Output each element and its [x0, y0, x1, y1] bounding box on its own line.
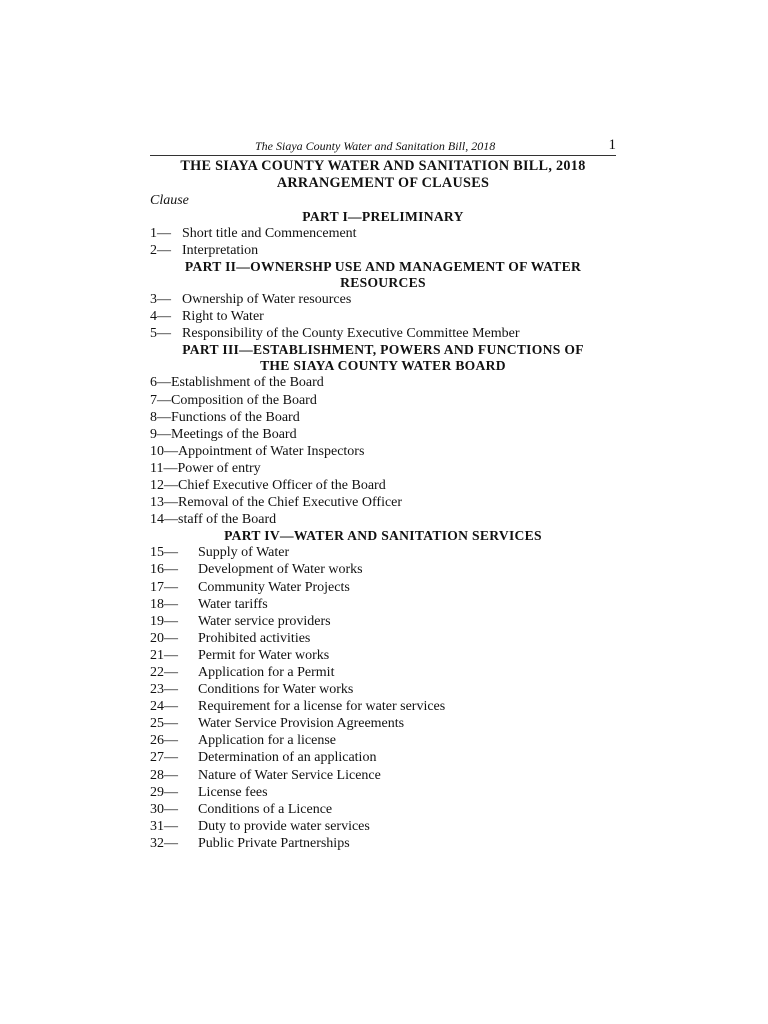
- part-heading-4: PART IV—WATER AND SANITATION SERVICES: [224, 528, 542, 544]
- clause-list-part-4: [150, 544, 616, 852]
- clause-number: 19—: [150, 613, 178, 629]
- clause-title: Conditions for Water works: [198, 682, 354, 698]
- clause-number: 12—: [150, 478, 178, 494]
- clause-number: 27—: [150, 750, 178, 766]
- clause-title: Water Service Provision Agreements: [198, 716, 405, 732]
- clause-list-part-2: [150, 291, 616, 342]
- clause-item: [150, 325, 616, 342]
- clause-item: [150, 511, 616, 528]
- clause-item: [150, 477, 616, 494]
- part-heading-3-line-2: THE SIAYA COUNTY WATER BOARD: [260, 358, 506, 374]
- clause-title: Chief Executive Officer of the Board: [178, 478, 386, 494]
- clause-number: 18—: [150, 596, 178, 612]
- clause-title: Community Water Projects: [198, 579, 350, 595]
- clause-number: 9—: [150, 426, 171, 442]
- clause-title: Power of entry: [177, 460, 261, 476]
- running-header: [150, 137, 616, 156]
- clause-title: Public Private Partnerships: [198, 835, 350, 851]
- running-title: The Siaya County Water and Sanitation Bill, 2018: [255, 139, 496, 153]
- clause-item: [150, 613, 616, 630]
- clause-item: [150, 392, 616, 409]
- clause-title: Composition of the Board: [171, 392, 317, 408]
- clause-title: Permit for Water works: [198, 647, 330, 663]
- clause-title: Right to Water: [182, 309, 264, 325]
- clause-title: Conditions of a Licence: [198, 801, 333, 817]
- clause-item: [150, 698, 616, 715]
- clause-title: Requirement for a license for water services: [198, 699, 446, 715]
- clause-item: [150, 494, 616, 511]
- clause-title: Development of Water works: [198, 562, 363, 578]
- clause-title: Supply of Water: [198, 545, 290, 561]
- clause-item: [150, 579, 616, 596]
- bill-title: THE SIAYA COUNTY WATER AND SANITATION BILL, 2018: [180, 158, 586, 174]
- clause-item: [150, 681, 616, 698]
- clause-item: [150, 561, 616, 578]
- clause-number: 29—: [150, 784, 178, 800]
- clause-list-part-1: [150, 225, 616, 259]
- clause-number: 14—: [150, 512, 178, 528]
- clause-number: 2—: [150, 243, 171, 259]
- clause-number: 3—: [150, 292, 171, 308]
- clause-title: Removal of the Chief Executive Officer: [178, 495, 403, 511]
- clause-item: [150, 225, 616, 242]
- clause-item: [150, 732, 616, 749]
- clause-number: 13—: [150, 495, 178, 511]
- clause-item: [150, 596, 616, 613]
- clause-number: 32—: [150, 835, 178, 851]
- clause-item: [150, 715, 616, 732]
- clause-item: [150, 460, 616, 477]
- clause-item: [150, 784, 616, 801]
- clause-item: [150, 544, 616, 561]
- clause-number: 22—: [150, 664, 178, 680]
- clause-item: [150, 801, 616, 818]
- clause-number: 30—: [150, 801, 178, 817]
- document-body: [150, 158, 616, 852]
- clause-title: Application for a Permit: [198, 664, 335, 680]
- clause-label: Clause: [150, 193, 189, 208]
- clause-number: 20—: [150, 630, 178, 646]
- part-heading-1: PART I—PRELIMINARY: [302, 209, 464, 224]
- clause-title: Determination of an application: [198, 750, 377, 766]
- clause-item: [150, 664, 616, 681]
- part-heading-2-line-1: PART II—OWNERSHP USE AND MANAGEMENT OF WATER: [184, 259, 582, 275]
- clause-number: 8—: [150, 409, 171, 425]
- clause-number: 31—: [150, 818, 178, 834]
- part-heading-3-line-1: PART III—ESTABLISHMENT, POWERS AND FUNCTIONS OF: [182, 342, 584, 358]
- clause-item: [150, 426, 616, 443]
- arrangement-heading: ARRANGEMENT OF CLAUSES: [276, 175, 490, 191]
- clause-item: [150, 749, 616, 766]
- clause-item: [150, 818, 616, 835]
- clause-title: Responsibility of the County Executive Committee Member: [182, 326, 520, 342]
- clause-title: Meetings of the Board: [171, 426, 297, 442]
- clause-item: [150, 767, 616, 784]
- clause-title: staff of the Board: [178, 512, 277, 528]
- clause-number: 15—: [150, 545, 178, 561]
- clause-title: Water tariffs: [198, 596, 268, 612]
- clause-title: License fees: [198, 784, 268, 800]
- clause-item: [150, 443, 616, 460]
- clause-item: [150, 242, 616, 259]
- clause-number: 17—: [150, 579, 178, 595]
- clause-title: Water service providers: [198, 613, 331, 629]
- clause-number: 21—: [150, 647, 178, 663]
- clause-title: Establishment of the Board: [171, 375, 324, 391]
- clause-number: 4—: [150, 309, 171, 325]
- clause-item: [150, 630, 616, 647]
- clause-item: [150, 409, 616, 426]
- clause-number: 26—: [150, 733, 178, 749]
- clause-title: Appointment of Water Inspectors: [178, 443, 365, 459]
- clause-title: Prohibited activities: [198, 630, 311, 646]
- clause-number: 25—: [150, 716, 178, 732]
- clause-number: 16—: [150, 562, 178, 578]
- clause-number: 28—: [150, 767, 178, 783]
- clause-item: [150, 308, 616, 325]
- clause-item: [150, 647, 616, 664]
- clause-title: Short title and Commencement: [182, 226, 357, 241]
- clause-title: Functions of the Board: [171, 409, 300, 425]
- clause-number: 6—: [150, 375, 171, 391]
- clause-number: 5—: [150, 326, 171, 342]
- clause-item: [150, 374, 616, 391]
- clause-title: Duty to provide water services: [198, 818, 370, 834]
- clause-title: Ownership of Water resources: [182, 292, 352, 308]
- clause-number: 11—: [150, 460, 178, 476]
- clause-title: Interpretation: [182, 243, 259, 259]
- clause-number: 10—: [150, 443, 178, 459]
- clause-number: 1—: [150, 226, 171, 241]
- clause-item: [150, 291, 616, 308]
- clause-item: [150, 835, 616, 852]
- clause-number: 24—: [150, 699, 178, 715]
- clause-title: Nature of Water Service Licence: [198, 767, 381, 783]
- clause-list-part-3: [150, 374, 616, 528]
- part-heading-2-line-2: RESOURCES: [340, 275, 426, 291]
- clause-number: 7—: [150, 392, 171, 408]
- clause-number: 23—: [150, 682, 178, 698]
- clause-title: Application for a license: [198, 733, 337, 749]
- page-number: 1: [608, 137, 616, 153]
